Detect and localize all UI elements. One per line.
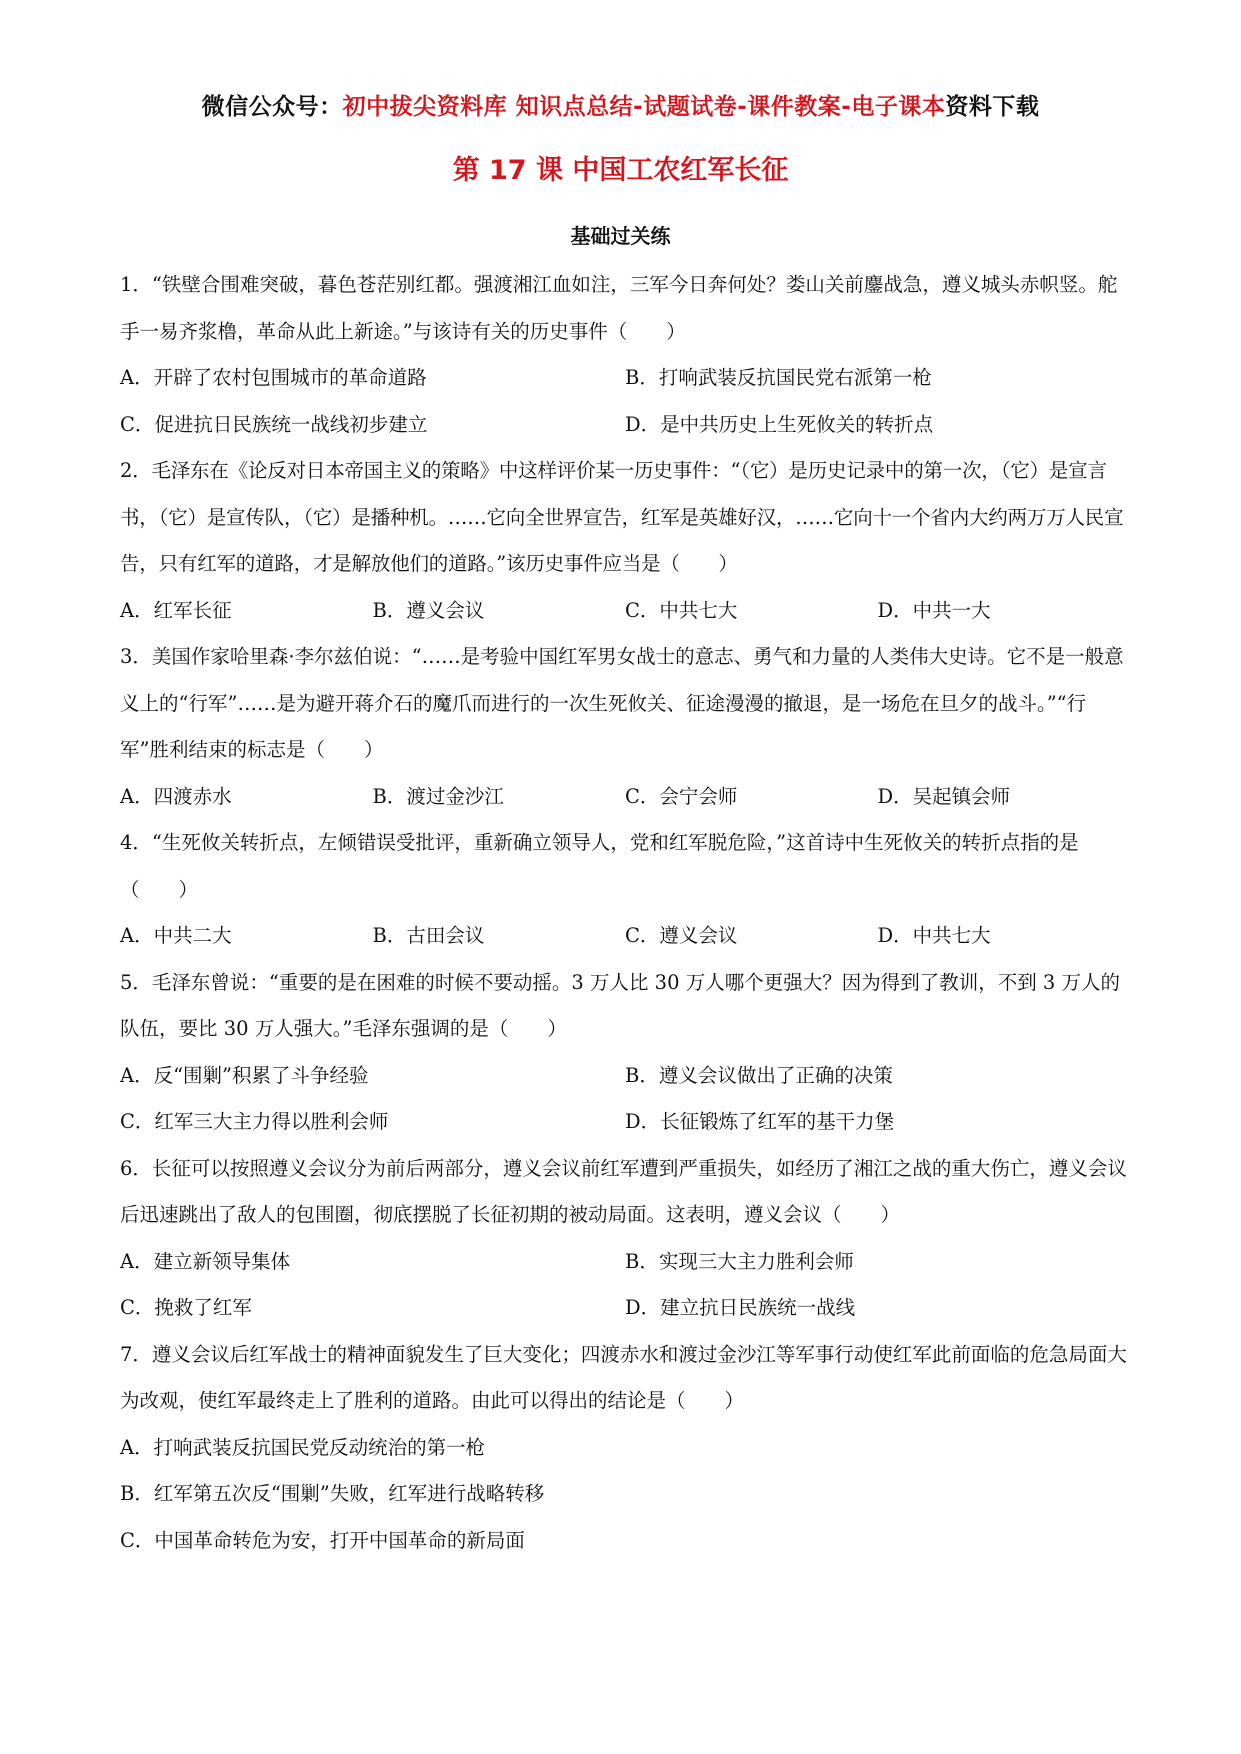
option-d: D．中共一大	[877, 598, 991, 622]
option-a: A．反“围剿”积累了斗争经验	[120, 1063, 369, 1087]
option-a: A．开辟了农村包围城市的革命道路	[120, 366, 427, 389]
option-c: C．红军三大主力得以胜利会师	[120, 1110, 389, 1133]
option-b: B．渡过金沙江	[372, 784, 504, 808]
option-c: C．中国革命转危为安，打开中国革命的新局面	[120, 1528, 525, 1552]
question-1	[120, 262, 1130, 448]
option-b: B．实现三大主力胜利会师	[625, 1249, 854, 1273]
option-group	[120, 1425, 1130, 1565]
option-b: B．打响武装反抗国民党右派第一枪	[625, 366, 932, 389]
question-7	[120, 1332, 1130, 1565]
option-b: B．红军第五次反“围剿”失败，红军进行战略转移	[120, 1482, 545, 1505]
question-6	[120, 1146, 1130, 1332]
option-d: D．建立抗日民族统一战线	[625, 1296, 856, 1319]
option-group	[120, 1239, 1130, 1332]
option-b: B．遵义会议做出了正确的决策	[625, 1063, 893, 1087]
option-c: C．会宁会师	[625, 784, 738, 808]
option-group	[120, 355, 1130, 448]
option-c: C．遵义会议	[625, 924, 738, 947]
option-a: A．建立新领导集体	[120, 1249, 291, 1273]
question-text: 6．长征可以按照遵义会议分为前后两部分，遵义会议前红军遭到严重损失，如经历了湘江之战的重大伤亡，遵义会议后迅速跳出了敌人的包围圈，彻底摆脱了长征初期的被动局面。这表明，遵义会议（ ）	[120, 1156, 1127, 1226]
question-text: 7．遵义会议后红军战士的精神面貌发生了巨大变化；四渡赤水和渡过金沙江等军事行动使红军此前面临的危急局面大为改观，使红军最终走上了胜利的道路。由此可以得出的结论是（ ）	[120, 1342, 1127, 1412]
option-group	[120, 1053, 1130, 1146]
option-b: B．遵义会议	[372, 598, 485, 622]
option-b: B．古田会议	[372, 924, 485, 947]
question-2	[120, 448, 1130, 634]
option-d: D．中共七大	[877, 924, 991, 947]
option-group	[120, 913, 1130, 960]
option-group	[120, 588, 1130, 635]
question-5	[120, 960, 1130, 1146]
question-3	[120, 634, 1130, 820]
banner-red-text: 初中拔尖资料库 知识点总结-试题试卷-课件教案-电子课本	[342, 94, 946, 120]
option-c: C．促进抗日民族统一战线初步建立	[120, 412, 428, 436]
option-a: A．中共二大	[120, 924, 232, 947]
option-d: D．是中共历史上生死攸关的转折点	[625, 412, 934, 436]
question-text: 3．美国作家哈里森·李尔兹伯说：“……是考验中国红军男女战士的意志、勇气和力量的人类伟大史诗。它不是一般意义上的“行军”……是为避开蒋介石的魔爪而进行的一次生死攸关、征途漫漫的撤退，是一场危在旦夕的战斗。”“行军”胜利结束的标志是（ ）	[120, 645, 1124, 761]
option-a: A．红军长征	[120, 598, 232, 622]
question-text: 4．“生死攸关转折点，左倾错误受批评，重新确立领导人，党和红军脱危险，”这首诗中生死攸关的转折点指的是（ ）	[120, 831, 1079, 901]
option-d: D．吴起镇会师	[877, 784, 1011, 808]
option-a: A．四渡赤水	[120, 784, 232, 808]
header-banner	[0, 88, 1241, 121]
question-list	[120, 262, 1130, 1564]
option-c: C．挽救了红军	[120, 1296, 252, 1319]
question-text: 5．毛泽东曾说：“重要的是在困难的时候不要动摇。3 万人比 30 万人哪个更强大？因为得到了教训，不到 3 万人的队伍，要比 30 万人强大。”毛泽东强调的是（ ）	[120, 970, 1120, 1040]
lesson-title: 第 17 课 中国工农红军长征	[452, 155, 789, 186]
question-text: 2．毛泽东在《论反对日本帝国主义的策略》中这样评价某一历史事件：“（它）是历史记录中的第一次，（它）是宣言书，（它）是宣传队，（它）是播种机。……它向全世界宣告，红军是英雄好汉，……它向十一个省内大约两万万人民宣告，只有红军的道路，才是解放他们的道路。”该历史事件应当是（ ）	[120, 459, 1124, 575]
section-subtitle: 基础过关练	[570, 224, 671, 248]
banner-prefix: 微信公众号：	[201, 94, 343, 120]
option-a: A．打响武装反抗国民党反动统治的第一枪	[120, 1435, 486, 1459]
option-group	[120, 774, 1130, 821]
question-4	[120, 820, 1130, 960]
option-d: D．长征锻炼了红军的基干力堡	[625, 1110, 895, 1133]
banner-suffix: 资料下载	[945, 94, 1040, 120]
option-c: C．中共七大	[625, 598, 738, 622]
question-text: 1．“铁壁合围难突破，暮色苍茫别红都。强渡湘江血如注，三军今日奔何处？娄山关前鏖战急，遵义城头赤帜竖。舵手一易齐浆橹，革命从此上新途。”与该诗有关的历史事件（ ）	[120, 273, 1118, 343]
